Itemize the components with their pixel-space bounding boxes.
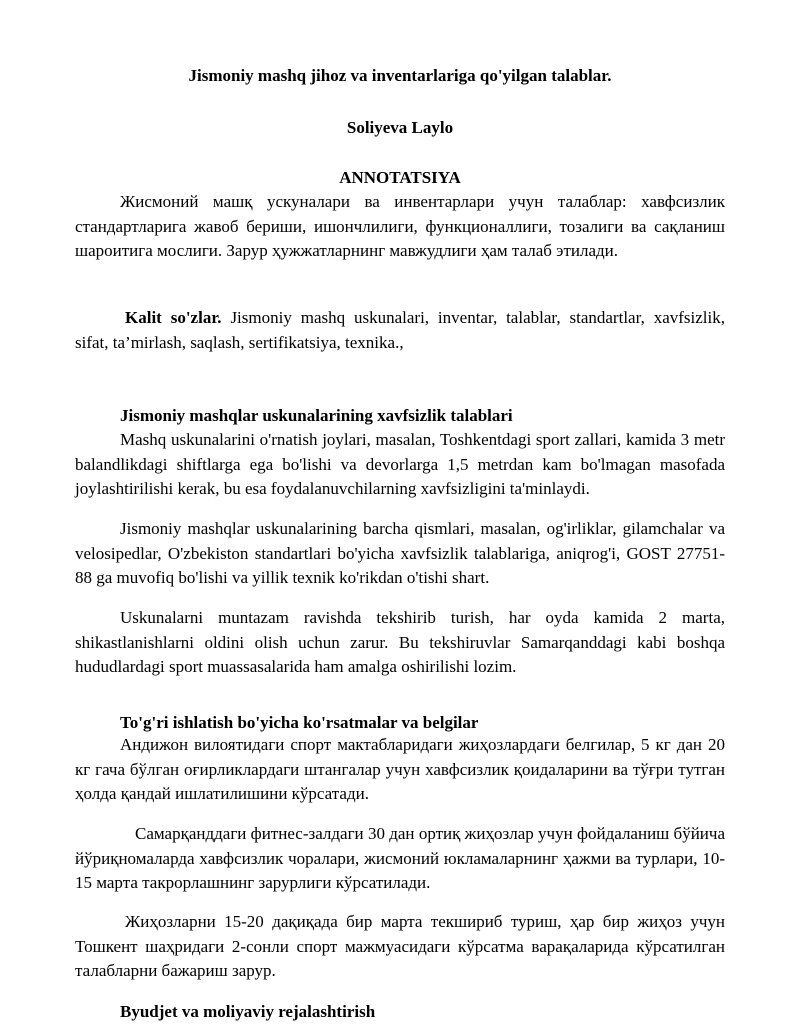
keywords-text: Jismoniy mashq uskunalari, inventar, talablar, standartlar, xavfsizlik, sifat, ta’mirlash, saqlash, sertifikatsiya, texnika., — [75, 308, 725, 352]
section2-paragraph-2: Самарқанддаги фитнес-залдаги 30 дан ортиқ жиҳозлар учун фойдаланиш бўйича йўриқномаларда хавфсизлик чоралари, жисмоний юкламаларнинг ҳажми ва турлари, 10-15 марта такрорлашнинг зарурлиги кўрсатилади. — [75, 824, 725, 892]
keywords-paragraph — [75, 306, 725, 355]
section-heading-budget: Byudjet va moliyaviy rejalashtirish — [120, 1002, 376, 1021]
annotation-heading: ANNOTATSIYA — [339, 168, 461, 187]
section2-paragraph-1: Андижон вилоятидаги спорт мактабларидаги жиҳозлардаги белгилар, 5 кг дан 20 кг гача бўлган оғирликлардаги штангалар учун хавфсизлик қоидаларини ва тўғри тутган ҳолда қандай ишлатилишини кўрсатади. — [75, 735, 725, 803]
section1-paragraph-1: Mashq uskunalarini o'rnatish joylari, masalan, Toshkentdagi sport zallari, kamida 3 metr balandlikdagi shiftlarga ega bo'lishi va devorlarga 1,5 metrdan kam bo'lmagan masofada joylashtirilishi kerak, bu esa foydalanuvchilarning xavfsizligini ta'minlaydi. — [75, 430, 725, 498]
section2-paragraph-3: Жиҳозларни 15-20 дақиқада бир марта текшириб туриш, ҳар бир жиҳоз учун Тошкент шаҳридаги 2-сонли спорт мажмуасидаги кўрсатма варақаларида кўрсатилган талабларни бажариш зарур. — [75, 912, 725, 980]
annotation-paragraph: Жисмоний машқ ускуналари ва инвентарлари учун талаблар: хавфсизлик стандартларига жавоб бериши, ишончлилиги, функционаллиги, тозалиги ва сақланиш шароитига мослиги. Зарур ҳужжатларнинг мавжудлиги ҳам талаб этилади. — [75, 192, 725, 260]
section1-paragraph-3: Uskunalarni muntazam ravishda tekshirib turish, har oyda kamida 2 marta, shikastlanishlarni oldini olish uchun zarur. Bu tekshiruvlar Samarqanddagi kabi boshqa hududlardagi sport muassasalarida ham amalga oshirilishi lozim. — [75, 608, 725, 676]
keywords-label: Kalit so'zlar. — [125, 308, 222, 327]
document-title: Jismoniy mashq jihoz va inventarlariga qo'yilgan talablar. — [188, 66, 612, 85]
section1-paragraph-2: Jismoniy mashqlar uskunalarining barcha qismlari, masalan, og'irliklar, gilamchalar va velosipedlar, O'zbekiston standartlari bo'yicha xavfsizlik talablariga, aniqrog'i, GOST 27751-88 ga muvofiq bo'lishi va yillik texnik ko'rikdan o'tishi shart. — [75, 519, 725, 587]
document-author: Soliyeva Laylo — [346, 118, 454, 137]
section-heading-safety: Jismoniy mashqlar uskunalarining xavfsizlik talablari — [120, 406, 513, 425]
section-heading-usage: To'g'ri ishlatish bo'yicha ko'rsatmalar va belgilar — [120, 713, 479, 732]
